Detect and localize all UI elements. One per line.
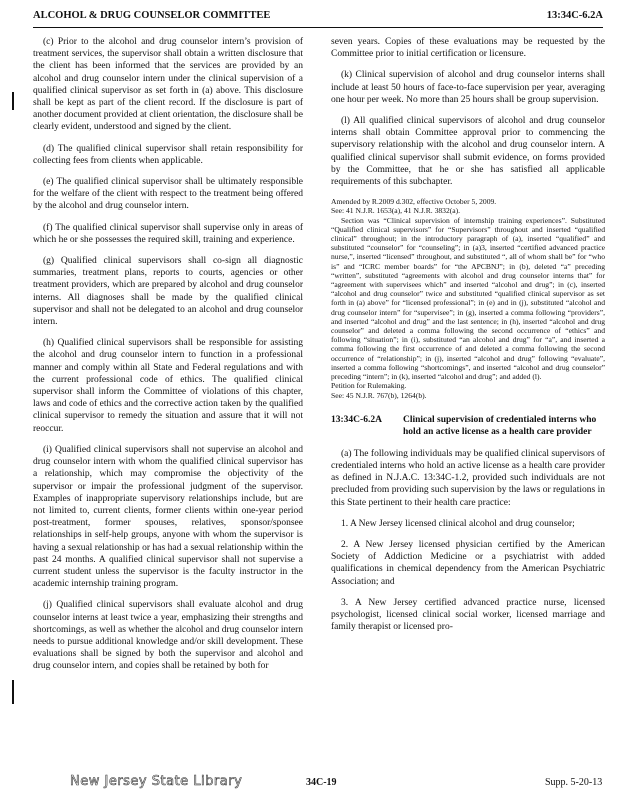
- amendment-body: Section was “Clinical supervision of internship training experiences”. Substituted “Qualified clinical supervisors” for “Supervisors” throughout and inserted “qualified clinical” throughout; in the introductory paragraph of (a), inserted “qualified” and substituted “counselor” for “counseling”; in (a)3, inserted “certified advanced practice nurse,”, inserted “licensed” throughout, and substituted “, all of whom shall be” for “who is” and “ICRC member boards” for “the APCBNJ”; in (b), deleted “a” preceding “written”, substituted “agreements with alcohol and drug counselor interns that” for “agreement with supervisees which” and inserted “alcohol and drug”; in (c), inserted “alcohol and drug counselor” twice and substituted “qualified clinical supervisor as set forth in (a) above” for “licensed professional”; in (e) and in (j), substituted “alcohol and drug counselor intern” for “supervisee”; in (g), inserted a comma following “providers”, and inserted “alcohol and drug” and the last sentence; in (h), inserted “alcohol and drug counselor” and deleted a comma following the second occurrence of “ethics” and following “situation”; in (i), substituted “an alcohol and drug” for “a”, and inserted a comma following the first occurrence of and deleted a comma following the second occurrence of “relationship”; in (j), inserted “alcohol and drug” following “evaluate”, inserted a comma following “shortcomings”, and inserted “alcohol and drug counselor” preceding “intern”; in (k), inserted “alcohol and drug”; and added (l).: [331, 215, 605, 382]
- section-item-2: 2. A New Jersey licensed physician certified by the American Society of Addiction Medicine or a psychiatrist with added qualifications in chemical dependency from the American Psychiatric Association; and: [331, 539, 605, 587]
- section-item-3: 3. A New Jersey certified advanced practice nurse, licensed psychologist, licensed clinical social worker, licensed marriage and family therapist or licensed pro-: [331, 597, 605, 633]
- header-section-number: 13:34C-6.2A: [546, 10, 603, 21]
- paragraph-h: (h) Qualified clinical supervisors shall be responsible for assisting the alcohol and drug counselor intern to function in a professional manner and comply within all State and Federal regulations and with the current professional code of ethics. The qualified clinical supervisor shall inform the Committee of violations of this chapter, laws and code of ethics and the corrective action taken by the qualified clinical supervisor to remedy the situation and assure that it will not reoccur.: [33, 338, 303, 434]
- right-column: [331, 36, 605, 642]
- petition-citation: See: 45 N.J.R. 767(b), 1264(b).: [331, 390, 427, 400]
- amendment-history: [331, 197, 605, 399]
- paragraph-j: (j) Qualified clinical supervisors shall evaluate alcohol and drug counselor interns at least twice a year, emphasizing their strengths and shortcomings, as well as whether the alcohol and drug counselor intern needs to pursue additional knowledge and/or skill development. These evaluations shall be signed by both the supervisor and alcohol and drug counselor intern, and copies shall be retained by both for: [33, 600, 303, 672]
- paragraph-k: (k) Clinical supervision of alcohol and drug counselor interns shall include at least 50 hours of face-to-face supervision per year, averaging one hour per week. No more than 25 hours shall be group supervision.: [331, 70, 605, 105]
- library-watermark: New Jersey State Library: [70, 774, 243, 789]
- section-heading: [331, 414, 605, 438]
- supplement-date: Supp. 5-20-13: [545, 777, 603, 788]
- running-header: [33, 9, 603, 28]
- paragraph-l: (l) All qualified clinical supervisors of alcohol and drug counselor interns shall obtain Committee approval prior to commencing the supervisory relationship with the alcohol and drug counselor intern. A qualified clinical supervisor shall submit evidence, on forms provided by the Committee, that he or she has satisfied all applicable requirements of this subchapter.: [331, 116, 605, 188]
- change-bar-top: [12, 92, 14, 110]
- paragraph-d: (d) The qualified clinical supervisor shall retain responsibility for collecting fees from clients when applicable.: [33, 143, 303, 166]
- section-paragraph-a: (a) The following individuals may be qualified clinical supervisors of credentialed interns who hold an active license as a health care provider as defined in N.J.A.C. 13:34C-1.2, provided such individuals are not precluded from providing such supervision by the laws or regulations in this State pertinent to their health care practice:: [331, 448, 605, 508]
- paragraph-f: (f) The qualified clinical supervisor shall supervise only in areas of which he or she possesses the required skill, training and experience.: [33, 222, 303, 245]
- paragraph-c: (c) Prior to the alcohol and drug counselor intern’s provision of treatment services, the supervisor shall obtain a written disclosure that the client has been informed that the services are provided by an alcohol and drug counselor intern under the clinical supervision of a qualified clinical supervisor as set forth in (a) above. This disclosure shall be kept as part of the client record. If the disclosure is part of another document provided at client orientation, the disclosure shall be clearly evident, understood and signed by the client.: [33, 37, 303, 133]
- paragraph-j-continued: seven years. Copies of these evaluations may be requested by the Committee prior to initial certification or licensure.: [331, 37, 605, 60]
- section-title: Clinical supervision of credentialed interns who hold an active license as a health care provider: [403, 414, 597, 437]
- change-bar-bottom: [12, 680, 14, 704]
- amendment-line: Amended by R.2009 d.302, effective October 5, 2009.: [331, 197, 497, 207]
- section-number: 13:34C-6.2A: [331, 414, 382, 425]
- left-column: [33, 36, 303, 682]
- paragraph-g: (g) Qualified clinical supervisors shall co-sign all diagnostic summaries, treatment plans, reports to courts, agencies or other treatment providers, which are prepared by alcohol and drug counselor interns. All diagnoses shall be made by the qualified clinical supervisor and shall not be delegated to an alcohol and drug counselor intern.: [33, 256, 303, 328]
- header-title: ALCOHOL & DRUG COUNSELOR COMMITTEE: [33, 10, 271, 21]
- petition-line: Petition for Rulemaking.: [331, 381, 407, 391]
- section-item-1: 1. A New Jersey licensed clinical alcohol and drug counselor;: [341, 518, 575, 529]
- paragraph-i: (i) Qualified clinical supervisors shall not supervise an alcohol and drug counselor intern with whom the qualified clinical supervisor has a relationship, which may compromise the objectivity of the supervisor or impair the professional judgment of the supervisor. Examples of inappropriate supervisory relationships include, but are not limited to, current clients, former clients within one-year period post-treatment, former spouses, relatives, sponsor/sponsee relationships in self-help groups, anyone with whom the supervisor is having a sexual relationship or has had a sexual relationship within the past 24 months. A qualified clinical supervisor shall not supervise a current student unless the supervisor is the faculty instructor in the academic internship training program.: [33, 444, 303, 590]
- page-number: 34C-19: [306, 777, 337, 788]
- amendment-citation: See: 41 N.J.R. 1653(a), 41 N.J.R. 3832(a).: [331, 206, 461, 216]
- paragraph-e: (e) The qualified clinical supervisor shall be ultimately responsible for the welfare of the client with respect to the treatment being offered by the alcohol and drug counselor intern.: [33, 177, 303, 212]
